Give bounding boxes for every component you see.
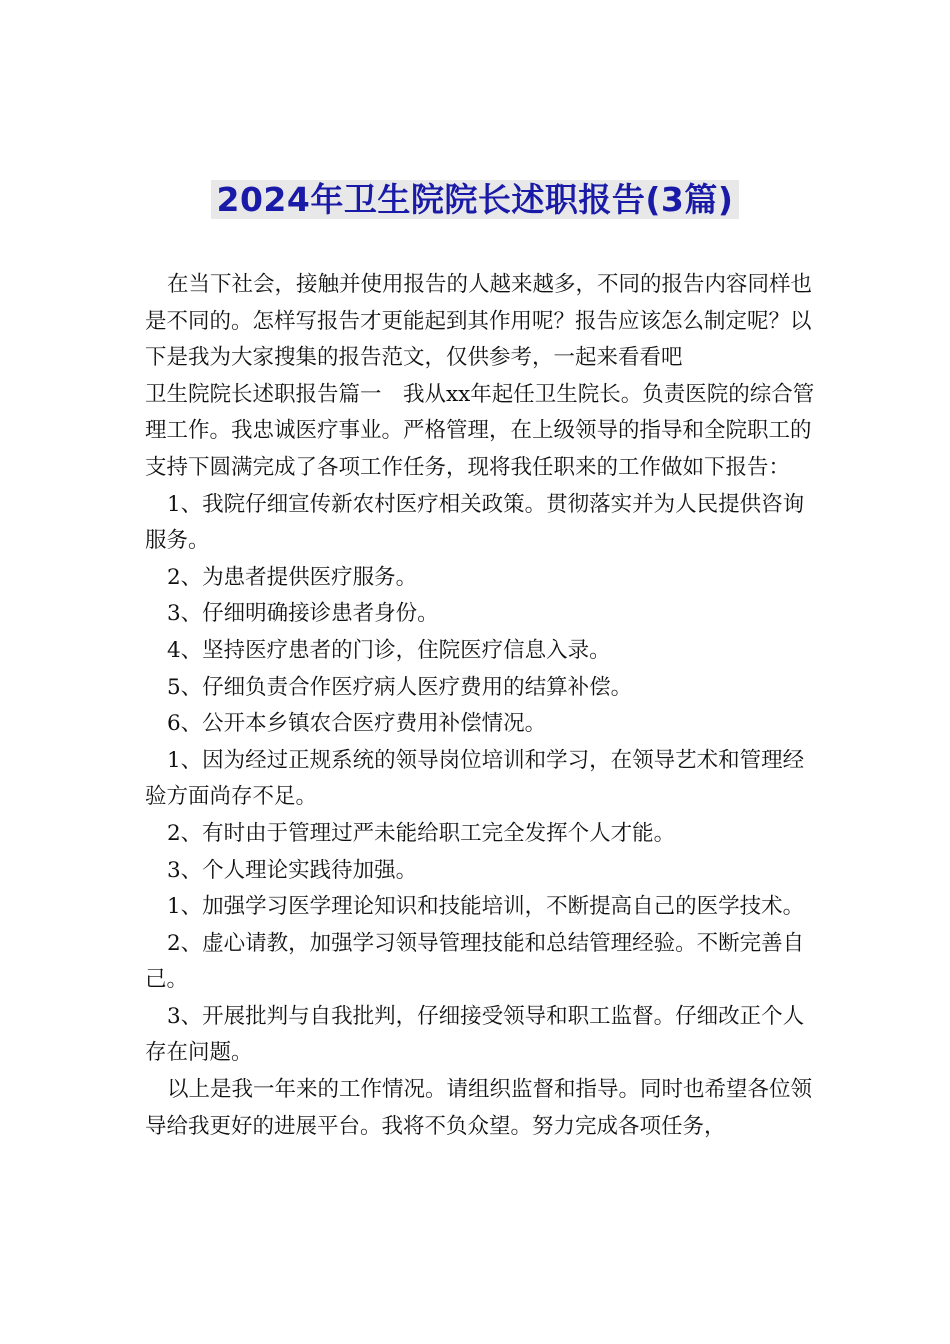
report-opening-paragraph: 卫生院院长述职报告篇一 我从xx年起任卫生院长。负责医院的综合管理工作。我忠诚医疗事业。严格管理，在上级领导的指导和全院职工的支持下圆满完成了各项工作任务，现将我任职来的工作做如下报告： [145, 381, 815, 480]
closing-paragraph: 以上是我一年来的工作情况。请组织监督和指导。同时也希望各位领导给我更好的进展平台。我将不负众望。努力完成各项任务， [145, 1077, 813, 1139]
work-item-2: 2、为患者提供医疗服务。 [167, 564, 418, 590]
shortcoming-item-1: 1、因为经过正规系统的领导岗位培训和学习，在领导艺术和管理经验方面尚存不足。 [145, 747, 805, 810]
work-item-6: 6、公开本乡镇农合医疗费用补偿情况。 [167, 711, 547, 737]
document-title: 2024年卫生院院长述职报告(3篇) [211, 180, 740, 219]
work-item-4: 4、坚持医疗患者的门诊，住院医疗信息入录。 [167, 637, 611, 663]
plan-item-1: 1、加强学习医学理论知识和技能培训，不断提高自己的医学技术。 [167, 894, 805, 920]
work-item-1: 1、我院仔细宣传新农村医疗相关政策。贯彻落实并为人民提供咨询服务。 [145, 491, 805, 554]
plan-item-3: 3、开展批判与自我批判，仔细接受领导和职工监督。仔细改正个人存在问题。 [145, 1003, 805, 1066]
shortcoming-item-3: 3、个人理论实践待加强。 [167, 857, 418, 883]
document-title-block [0, 178, 950, 222]
document-body [145, 267, 815, 1145]
shortcoming-item-2: 2、有时由于管理过严未能给职工完全发挥个人才能。 [167, 820, 676, 846]
work-item-3: 3、仔细明确接诊患者身份。 [167, 601, 439, 627]
plan-item-2: 2、虚心请教，加强学习领导管理技能和总结管理经验。不断完善自己。 [145, 930, 805, 993]
intro-paragraph: 在当下社会，接触并使用报告的人越来越多，不同的报告内容同样也是不同的。怎样写报告才更能起到其作用呢？报告应该怎么制定呢？以下是我为大家搜集的报告范文，仅供参考，一起来看看吧 [145, 272, 813, 371]
work-item-5: 5、仔细负责合作医疗病人医疗费用的结算补偿。 [167, 674, 633, 700]
